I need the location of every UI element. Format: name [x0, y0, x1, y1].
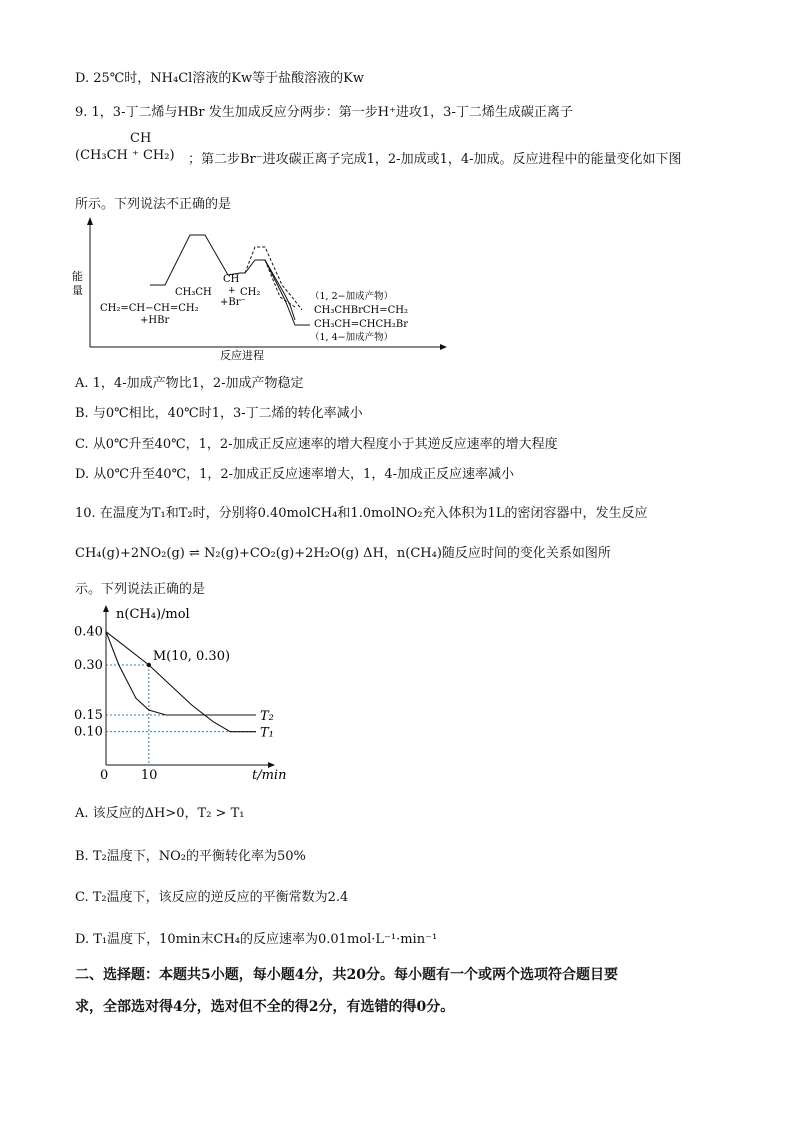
chart-annotation-m: M(10, 0.30) [152, 649, 231, 664]
q10-intro: 10. 在温度为T₁和T₂时，分别将0.40molCH₄和1.0molNO₂充入体积为1L的密闭容器中，发生反应 [75, 506, 648, 521]
q10-option-a: A. 该反应的ΔH>0，T₂ > T₁ [75, 806, 245, 821]
chart-series-line-1 [106, 632, 256, 732]
energy-reactant-2: +HBr [140, 315, 170, 326]
chart-point-m [147, 663, 151, 667]
q9-option-a: A. 1，4-加成产物比1，2-加成产物稳定 [75, 376, 304, 391]
q9-option-c: C. 从0℃升至40℃，1，2-加成正反应速率的增大程度小于其逆反应速率的增大程度 [75, 437, 558, 452]
chart-ytick-label: 0.30 [74, 658, 103, 673]
chart-ytick-label: 0.10 [74, 724, 103, 740]
q10-line3: 示。下列说法正确的是 [75, 582, 206, 597]
energy-ylabel-char: 能 [72, 270, 83, 283]
energy-intermediate-right: CH₂ [240, 287, 261, 298]
section2-line1: 二、选择题：本题共5小题，每小题4分，共20分。每小题有一个或两个选项符合题目要 [75, 967, 618, 983]
chart-ylabel: n(CH₄)/mol [116, 607, 190, 622]
chart-ytick-label: 0.40 [74, 624, 103, 640]
section2-line2: 求，全部选对得4分，选对但不全的得2分，有选错的得0分。 [75, 999, 455, 1015]
energy-xlabel: 反应进程 [220, 349, 264, 362]
chart-xlabel: t/min [252, 768, 287, 783]
q10-option-d: D. T₁温度下，10min末CH₄的反应速率为0.01mol·L⁻¹·min⁻¹ [75, 932, 438, 947]
energy-curve-14 [265, 260, 310, 325]
energy-curve-12-dashed [255, 260, 295, 307]
energy-p12-label: （1, 2−加成产物） [310, 291, 394, 302]
energy-ylabel-char: 量 [72, 284, 83, 297]
energy-intermediate-top: CH [223, 274, 240, 285]
energy-p14-formula: CH₃CH=CHCH₂Br [314, 319, 409, 330]
chart-xtick-label: 10 [140, 768, 158, 783]
q9-line3: 所示。下列说法不正确的是 [75, 197, 232, 212]
energy-intermediate-br: +Br⁻ [220, 297, 246, 308]
q9-option-d: D. 从0℃升至40℃，1，2-加成正反应速率增大，1，4-加成正反应速率减小 [75, 467, 514, 482]
energy-x-arrow-icon [440, 344, 447, 350]
energy-ylabel-1 [72, 269, 83, 297]
chart-y-arrow-icon [103, 605, 109, 612]
chart-xtick-label: 0 [100, 768, 109, 783]
q8-option-d: D. 25℃时，NH₄Cl溶液的Kw等于盐酸溶液的Kw [75, 71, 365, 86]
energy-intermediate-left: CH₃CH [175, 287, 212, 298]
chart-ytick-label: 0.15 [74, 708, 103, 723]
chart-series-label-0: T₂ [260, 709, 274, 724]
energy-curve-14-dashed [245, 247, 302, 310]
chart-series-label-1: T₁ [260, 725, 274, 741]
chart-series-line-0 [106, 632, 256, 715]
energy-intermediate-plus: + [228, 286, 236, 296]
q9-intro: 9. 1，3-丁二烯与HBr 发生加成反应分两步：第一步H⁺进攻1，3-丁二烯生成碳正离子 [75, 105, 573, 120]
ch4-chart [70, 600, 287, 785]
q10-equation: CH₄(g)+2NO₂(g) ⇌ N₂(g)+CO₂(g)+2H₂O(g) ΔH，n(CH₄)随反应时间的变化关系如图所 [75, 546, 611, 561]
q10-option-c: C. T₂温度下，该反应的逆反应的平衡常数为2.4 [75, 890, 349, 905]
q9-line2: ；第二步Br⁻进攻碳正离子完成1，2-加成或1，4-加成。反应进程中的能量变化如下图 [188, 152, 682, 167]
q9-ion-top: CH [130, 131, 152, 146]
energy-y-arrow-icon [87, 217, 93, 225]
q9-option-b: B. 与0℃相比，40℃时1，3-丁二烯的转化率减小 [75, 406, 363, 421]
q9-ion-formula: (CH₃CH ⁺ CH₂) [75, 148, 175, 163]
q10-option-b: B. T₂温度下，NO₂的平衡转化率为50% [75, 849, 306, 864]
energy-diagram [70, 215, 450, 365]
energy-p12-formula: CH₃CHBrCH=CH₂ [314, 305, 409, 316]
energy-reactant-1: CH₂=CH−CH=CH₂ [100, 303, 199, 314]
energy-p14-label: （1, 4−加成产物） [310, 332, 394, 343]
